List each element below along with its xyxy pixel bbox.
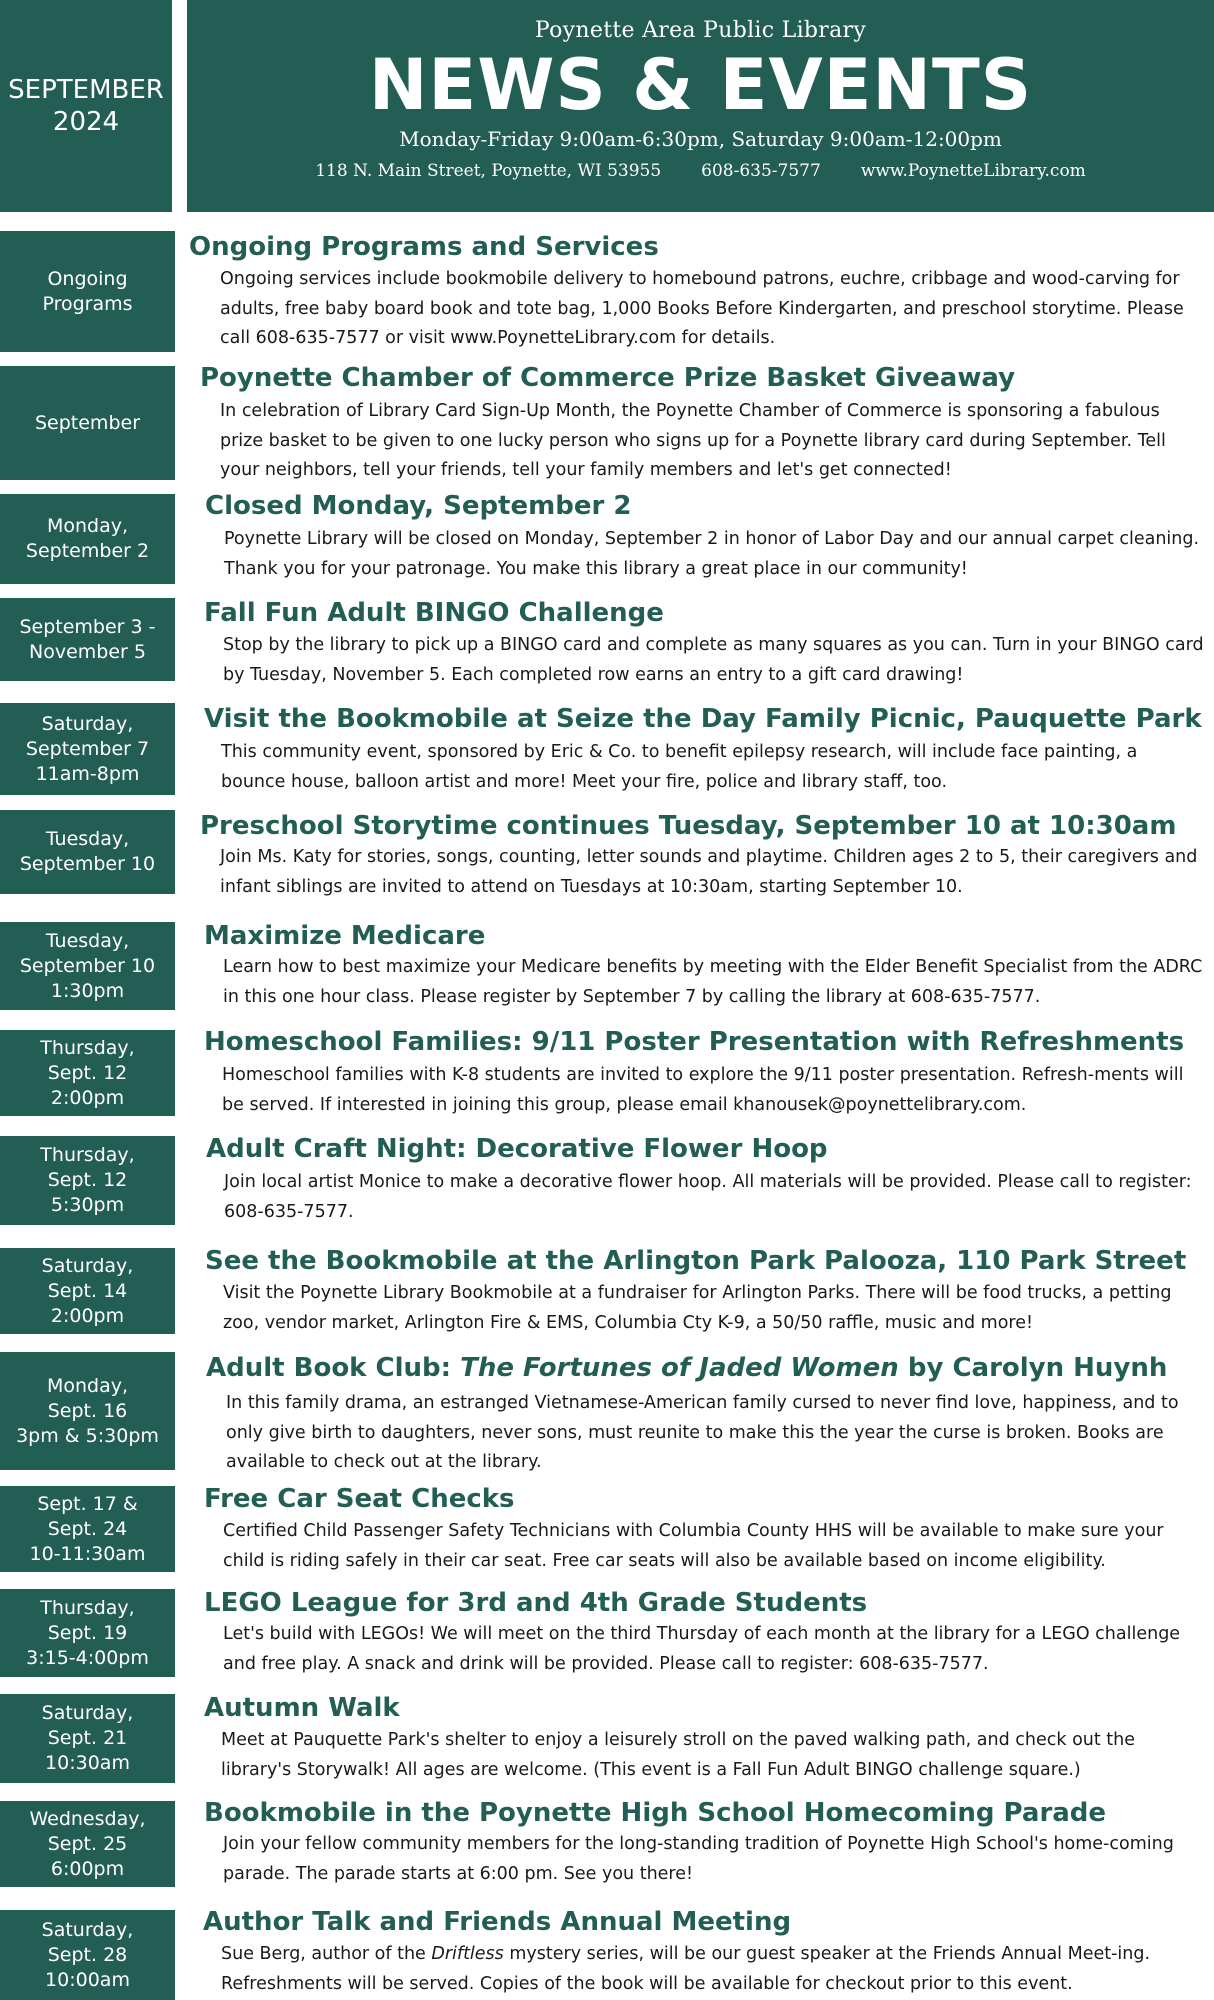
event-description: Ongoing services include bookmobile delivery to homebound patrons, euchre, cribbage and wood-carving for adults, free baby board book and tote bag, 1,000 Books Before Kindergarten, and preschool storytime. Please call 608-635-7577 or visit www.PoynetteLibrary.com for details. <box>220 269 1184 348</box>
date-line: Sept. 12 <box>47 1169 128 1191</box>
event-date <box>0 1910 175 2000</box>
contact-line <box>187 161 1214 181</box>
event-title: Poynette Chamber of Commerce Prize Basket Giveaway <box>200 363 1016 393</box>
event-title: Ongoing Programs and Services <box>189 232 659 262</box>
event-title: Bookmobile in the Poynette High School Homecoming Parade <box>204 1798 1107 1828</box>
event-title: Adult Craft Night: Decorative Flower Hoop <box>206 1134 828 1164</box>
date-line: Saturday, <box>41 1702 134 1724</box>
date-line: Thursday, <box>40 1036 135 1059</box>
event-description: In celebration of Library Card Sign-Up Month, the Poynette Chamber of Commerce is sponsoring a fabulous prize basket to be given to one lucky person who signs up for a Poynette library card during September. Tell your neighbors, tell your friends, tell your family members and let's get connected! <box>220 401 1166 480</box>
event-date <box>0 366 175 480</box>
event-title: LEGO League for 3rd and 4th Grade Students <box>204 1588 868 1618</box>
event-description: Join Ms. Katy for stories, songs, counting, letter sounds and playtime. Children ages 2 to 5, their caregivers and infant siblings are invited to attend on Tuesdays at 10:30am, starting September 10. <box>220 847 1198 897</box>
date-line: September 7 <box>25 737 150 760</box>
event-title <box>206 1352 1167 1384</box>
date-line: 10:30am <box>45 1752 130 1774</box>
date-line: Thursday, <box>40 1596 135 1619</box>
event-title: Maximize Medicare <box>204 921 486 951</box>
event-description: Poynette Library will be closed on Monday, September 2 in honor of Labor Day and our annual carpet cleaning. Thank you for your patronage. You make this library a great place in our community! <box>224 529 1200 579</box>
book-title: The Fortunes of Jaded Women <box>460 1353 899 1383</box>
date-line: Programs <box>42 292 133 315</box>
website-link[interactable]: www.PoynetteLibrary.com <box>860 161 1086 181</box>
date-line: Monday, <box>46 1374 129 1397</box>
event-description <box>221 1940 1206 1999</box>
date-line: 3pm & 5:30pm <box>16 1424 159 1447</box>
date-line: Ongoing <box>47 267 128 290</box>
date-line: September <box>34 411 141 434</box>
event-description: Join your fellow community members for the long-standing tradition of Poynette High School's home-coming parade. The parade starts at 6:00 pm. See you there! <box>223 1834 1174 1884</box>
date-line: Sept. 19 <box>47 1621 128 1644</box>
event-description: This community event, sponsored by Eric & Co. to benefit epilepsy research, will include face painting, a bounce house, balloon artist and more! Meet your fire, police and library staff, too. <box>221 742 1138 792</box>
date-line: Sept. 12 <box>47 1061 128 1084</box>
date-line: Sept. 28 <box>47 1943 128 1966</box>
event-title: Homeschool Families: 9/11 Poster Presentation with Refreshments <box>204 1027 1185 1057</box>
date-line: Saturday, <box>41 1254 134 1277</box>
phone: 608-635-7577 <box>701 161 821 181</box>
desc-suffix: mystery series, will be our guest speaker at the Friends Annual Meet-ing. Refreshments will be served. Copies of the book will be available for checkout prior to this event. <box>221 1944 1151 1994</box>
event-description: Learn how to best maximize your Medicare benefits by meeting with the Elder Benefit Specialist from the ADRC in this one hour class. Please register by September 7 by calling the library at 608-635-7577. <box>223 957 1203 1007</box>
event-title: Visit the Bookmobile at Seize the Day Family Picnic, Pauquette Park <box>204 704 1202 734</box>
date-line: 11am-8pm <box>35 762 140 785</box>
date-line: November 5 <box>29 640 146 663</box>
date-line: Saturday, <box>41 1918 134 1941</box>
event-date <box>0 1352 175 1470</box>
date-line: September 10 <box>19 954 156 977</box>
page-title: NEWS & EVENTS <box>368 44 1033 126</box>
event-description: Meet at Pauquette Park's shelter to enjoy a leisurely stroll on the paved walking path, and check out the library's Storywalk! All ages are welcome. (This event is a Fall Fun Adult BINGO challenge square.) <box>221 1730 1136 1780</box>
date-line: Sept. 17 & <box>37 1492 138 1515</box>
date-line: 1:30pm <box>50 979 125 1002</box>
date-line: Wednesday, <box>29 1807 146 1830</box>
date-line: Sept. 21 <box>47 1727 128 1749</box>
event-description: Certified Child Passenger Safety Technicians with Columbia County HHS will be available to make sure your child is riding safely in their car seat. Free car seats will also be available based on income eligibility. <box>223 1521 1164 1571</box>
title-suffix: by Carolyn Huynh <box>898 1353 1168 1383</box>
event-description: Let's build with LEGOs! We will meet on the third Thursday of each month at the library for a LEGO challenge and free play. A snack and drink will be provided. Please call to register: 608-635-7577. <box>223 1624 1181 1674</box>
event-title: Author Talk and Friends Annual Meeting <box>203 1907 792 1937</box>
library-name: Poynette Area Public Library <box>534 18 867 43</box>
event-title: See the Bookmobile at the Arlington Park Palooza, 110 Park Street <box>205 1246 1187 1276</box>
date-line: Monday, <box>46 515 129 537</box>
date-line: Sept. 25 <box>47 1832 128 1855</box>
date-line: 10-11:30am <box>29 1542 146 1565</box>
series-title: Driftless <box>431 1944 504 1964</box>
date-line: 2:00pm <box>50 1304 125 1327</box>
event-date <box>0 922 175 1010</box>
event-description: Visit the Poynette Library Bookmobile at a fundraiser for Arlington Parks. There will be food trucks, a petting zoo, vendor market, Arlington Fire & EMS, Columbia Cty K-9, a 50/50 raffle, music and more! <box>223 1283 1172 1333</box>
date-line: Saturday, <box>41 712 134 735</box>
event-date <box>0 1589 175 1677</box>
date-line: September 2 <box>25 540 150 562</box>
event-description: Join local artist Monice to make a decorative flower hoop. All materials will be provided. Please call to register: 608-635-7577. <box>224 1172 1192 1222</box>
date-line: September 10 <box>19 853 156 875</box>
date-line: 5:30pm <box>50 1194 125 1216</box>
event-title: Fall Fun Adult BINGO Challenge <box>204 598 664 628</box>
month-label: SEPTEMBER <box>8 75 164 105</box>
masthead <box>187 0 1214 212</box>
date-line: Sept. 16 <box>47 1399 128 1422</box>
event-date <box>0 231 175 352</box>
event-date <box>0 1248 175 1334</box>
date-line: Tuesday, <box>45 828 130 850</box>
date-line: Thursday, <box>40 1144 135 1166</box>
date-line: Tuesday, <box>45 929 130 952</box>
date-line: 10:00am <box>45 1968 130 1991</box>
event-date <box>0 1136 175 1225</box>
event-title: Closed Monday, September 2 <box>205 491 632 521</box>
event-date <box>0 1030 175 1116</box>
desc-prefix: Sue Berg, author of the <box>221 1944 432 1964</box>
event-description: Stop by the library to pick up a BINGO card and complete as many squares as you can. Turn in your BINGO card by Tuesday, November 5. Each completed row earns an entry to a gift card drawing! <box>223 635 1204 685</box>
event-title: Preschool Storytime continues Tuesday, September 10 at 10:30am <box>200 811 1177 841</box>
event-date <box>0 703 175 795</box>
event-date <box>0 1694 175 1783</box>
date-line: 3:15-4:00pm <box>26 1646 149 1669</box>
event-title: Free Car Seat Checks <box>204 1484 515 1514</box>
date-line: Sept. 24 <box>47 1517 128 1540</box>
event-description: Homeschool families with K-8 students are invited to explore the 9/11 poster presentation. Refresh-ments will be served. If interested in joining this group, please email khanousek@poynettelibrary.com. <box>222 1065 1184 1115</box>
event-description: In this family drama, an estranged Vietnamese-American family cursed to never find love, happiness, and to only give birth to daughters, never sons, must reunite to make this the year the curse is broken. Books are available to check out at the library. <box>226 1393 1179 1472</box>
month-box <box>0 0 172 212</box>
event-date <box>0 1486 175 1572</box>
title-prefix: Adult Book Club: <box>206 1353 461 1383</box>
library-hours: Monday-Friday 9:00am-6:30pm, Saturday 9:00am-12:00pm <box>399 127 1002 151</box>
address: 118 N. Main Street, Poynette, WI 53955 <box>315 161 662 181</box>
date-line: 6:00pm <box>50 1857 125 1880</box>
event-date <box>0 1801 175 1887</box>
event-title: Autumn Walk <box>204 1693 400 1723</box>
event-date <box>0 598 175 681</box>
event-date <box>0 494 175 584</box>
year-label: 2024 <box>52 107 120 137</box>
date-line: September 3 - <box>19 615 156 638</box>
event-date <box>0 810 175 894</box>
date-line: Sept. 14 <box>47 1279 128 1302</box>
date-line: 2:00pm <box>50 1086 125 1109</box>
